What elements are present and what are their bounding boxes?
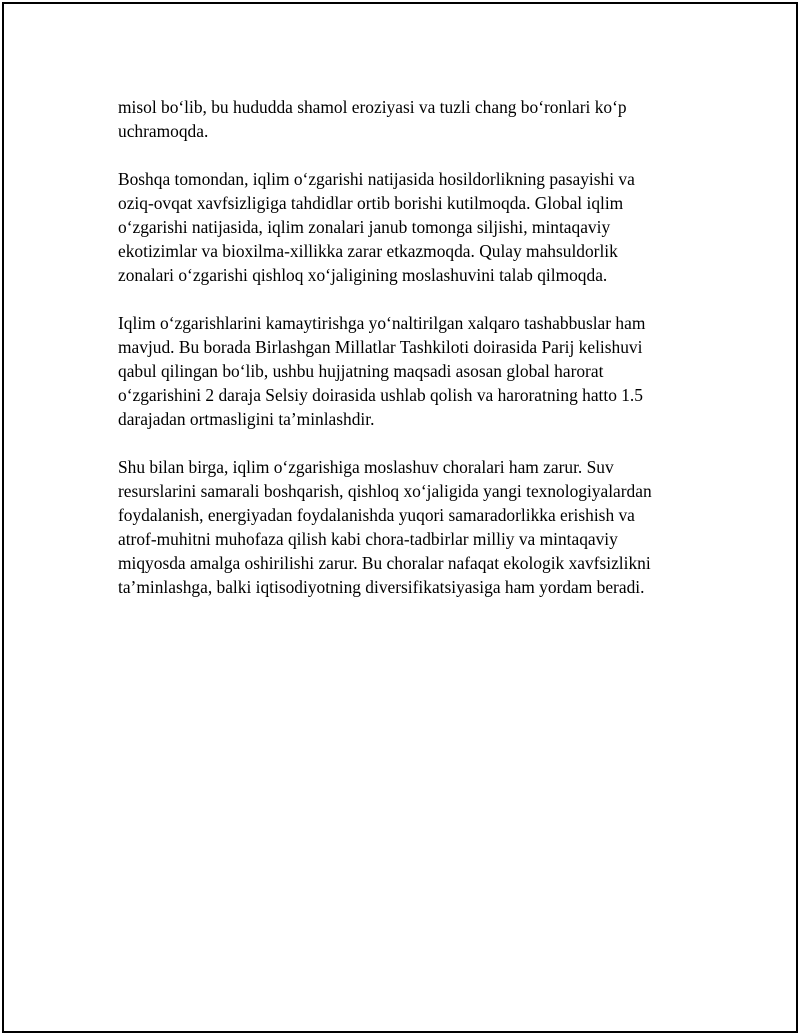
text-line: Shu bilan birga, iqlim o‘zgarishiga moslashuv choralari ham zarur. Suv	[118, 457, 614, 477]
document-body	[118, 95, 718, 623]
paragraph-3	[118, 311, 718, 431]
text-line: miqyosda amalga oshirilishi zarur. Bu choralar nafaqat ekologik xavfsizlikni	[118, 553, 651, 573]
paragraph-4	[118, 455, 718, 599]
text-line: oziq-ovqat xavfsizligiga tahdidlar ortib borishi kutilmoqda. Global iqlim	[118, 193, 624, 213]
text-line: ekotizimlar va bioxilma-xillikka zarar etkazmoqda. Qulay mahsuldorlik	[118, 241, 618, 261]
text-line: ta’minlashga, balki iqtisodiyotning diversifikatsiyasiga ham yordam beradi.	[118, 577, 645, 597]
text-line: Boshqa tomondan, iqlim o‘zgarishi natijasida hosildorlikning pasayishi va	[118, 169, 635, 189]
text-line: qabul qilingan bo‘lib, ushbu hujjatning maqsadi asosan global harorat	[118, 361, 604, 381]
paragraph-1	[118, 95, 718, 143]
text-line: resurslarini samarali boshqarish, qishloq xo‘jaligida yangi texnologiyalardan	[118, 481, 652, 501]
text-line: uchramoqda.	[118, 121, 209, 141]
text-line: o‘zgarishini 2 daraja Selsiy doirasida ushlab qolish va haroratning hatto 1.5	[118, 385, 643, 405]
text-line: zonalari o‘zgarishi qishloq xo‘jaligining moslashuvini talab qilmoqda.	[118, 265, 608, 285]
text-line: o‘zgarishi natijasida, iqlim zonalari janub tomonga siljishi, mintaqaviy	[118, 217, 611, 237]
paragraph-2	[118, 167, 718, 287]
text-line: misol bo‘lib, bu hududda shamol eroziyasi va tuzli chang bo‘ronlari ko‘p	[118, 97, 627, 117]
text-line: darajadan ortmasligini ta’minlashdir.	[118, 409, 375, 429]
text-line: atrof-muhitni muhofaza qilish kabi chora-tadbirlar milliy va mintaqaviy	[118, 529, 618, 549]
text-line: Iqlim o‘zgarishlarini kamaytirishga yo‘naltirilgan xalqaro tashabbuslar ham	[118, 313, 646, 333]
text-line: mavjud. Bu borada Birlashgan Millatlar Tashkiloti doirasida Parij kelishuvi	[118, 337, 643, 357]
text-line: foydalanish, energiyadan foydalanishda yuqori samaradorlikka erishish va	[118, 505, 635, 525]
